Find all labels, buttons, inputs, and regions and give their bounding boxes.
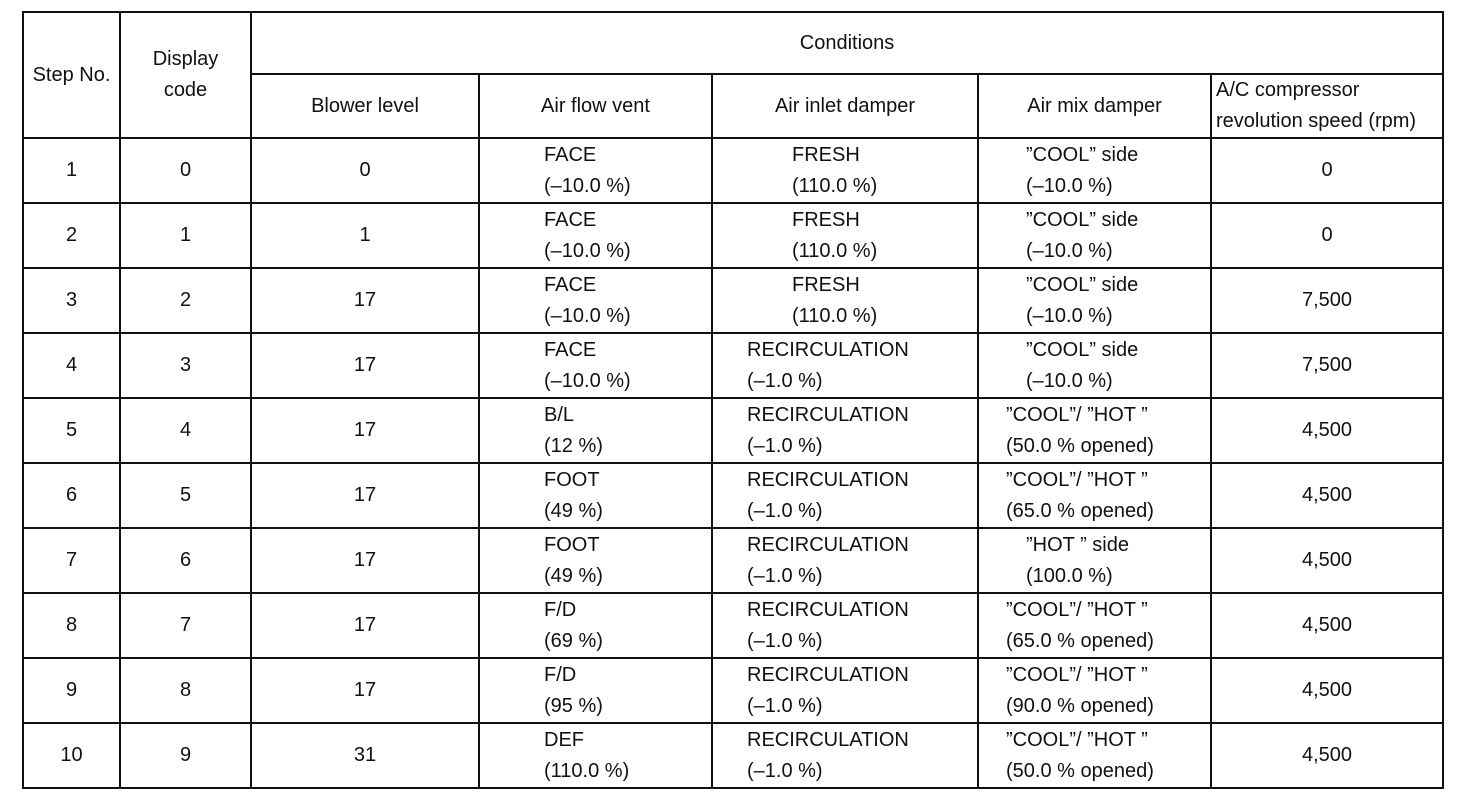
cell-air-inlet-damper-line2: (110.0 %) — [792, 304, 878, 327]
header-air-mix-damper: Air mix damper — [978, 74, 1211, 138]
cell-air-mix-damper-line1: ”HOT ” side — [1026, 533, 1129, 556]
cell-blower-level: 17 — [251, 528, 479, 593]
header-air-flow-vent: Air flow vent — [479, 74, 712, 138]
cell-blower-level: 17 — [251, 463, 479, 528]
cell-air-flow-vent-line1: FACE — [544, 273, 597, 296]
cell-compressor-speed: 7,500 — [1211, 333, 1443, 398]
cell-air-mix-damper — [978, 138, 1211, 203]
cell-air-mix-damper-line2: (–10.0 %) — [1026, 174, 1113, 197]
cell-air-inlet-damper — [712, 333, 978, 398]
cell-air-inlet-damper-line2: (–1.0 %) — [747, 759, 823, 782]
cell-step-no: 7 — [23, 528, 120, 593]
cell-air-mix-damper — [978, 398, 1211, 463]
cell-air-inlet-damper-line2: (–1.0 %) — [747, 694, 823, 717]
header-display-code-label: Display code — [152, 48, 219, 101]
cell-blower-level: 17 — [251, 333, 479, 398]
cell-air-mix-damper — [978, 203, 1211, 268]
table-row — [23, 268, 1443, 333]
cell-air-inlet-damper-line1: RECIRCULATION — [747, 598, 909, 621]
cell-air-mix-damper — [978, 463, 1211, 528]
cell-air-flow-vent-line1: FACE — [544, 338, 597, 361]
cell-display-code: 2 — [120, 268, 251, 333]
cell-display-code: 7 — [120, 593, 251, 658]
header-compressor-speed — [1211, 74, 1443, 138]
cell-display-code: 9 — [120, 723, 251, 788]
cell-air-mix-damper-line1: ”COOL” side — [1026, 338, 1139, 361]
cell-air-mix-damper-line1: ”COOL”/ ”HOT ” — [1006, 598, 1148, 621]
cell-air-flow-vent-line1: FACE — [544, 208, 597, 231]
cell-air-flow-vent-line2: (12 %) — [544, 434, 603, 457]
cell-compressor-speed: 4,500 — [1211, 593, 1443, 658]
cell-display-code: 4 — [120, 398, 251, 463]
cell-air-mix-damper — [978, 528, 1211, 593]
cell-air-flow-vent — [479, 138, 712, 203]
cell-blower-level: 1 — [251, 203, 479, 268]
cell-air-flow-vent — [479, 463, 712, 528]
cell-compressor-speed: 0 — [1211, 138, 1443, 203]
cell-step-no: 10 — [23, 723, 120, 788]
cell-air-mix-damper — [978, 723, 1211, 788]
cell-air-inlet-damper — [712, 463, 978, 528]
cell-air-flow-vent-line2: (–10.0 %) — [544, 239, 631, 262]
cell-air-inlet-damper — [712, 268, 978, 333]
cell-air-mix-damper-line1: ”COOL” side — [1026, 208, 1139, 231]
cell-air-flow-vent-line1: DEF — [544, 728, 584, 751]
table-row — [23, 463, 1443, 528]
cell-air-inlet-damper — [712, 723, 978, 788]
cell-air-mix-damper-line2: (65.0 % opened) — [1006, 499, 1154, 522]
cell-air-flow-vent — [479, 528, 712, 593]
cell-step-no: 2 — [23, 203, 120, 268]
cell-air-mix-damper-line2: (100.0 %) — [1026, 564, 1113, 587]
cell-air-flow-vent — [479, 398, 712, 463]
cell-compressor-speed: 4,500 — [1211, 658, 1443, 723]
cell-air-inlet-damper-line2: (110.0 %) — [792, 239, 878, 262]
cell-air-flow-vent — [479, 203, 712, 268]
cell-air-mix-damper-line1: ”COOL”/ ”HOT ” — [1006, 663, 1148, 686]
cell-air-flow-vent-line2: (49 %) — [544, 564, 603, 587]
cell-air-inlet-damper-line1: RECIRCULATION — [747, 663, 909, 686]
table-row — [23, 138, 1443, 203]
table-row — [23, 203, 1443, 268]
cell-air-inlet-damper — [712, 398, 978, 463]
cell-air-flow-vent-line2: (–10.0 %) — [544, 369, 631, 392]
cell-air-inlet-damper — [712, 203, 978, 268]
cell-air-mix-damper-line1: ”COOL”/ ”HOT ” — [1006, 468, 1148, 491]
cell-air-mix-damper-line1: ”COOL”/ ”HOT ” — [1006, 728, 1148, 751]
cell-step-no: 8 — [23, 593, 120, 658]
header-step-no: Step No. — [23, 12, 120, 138]
cell-air-inlet-damper-line2: (–1.0 %) — [747, 564, 823, 587]
cell-air-mix-damper-line2: (65.0 % opened) — [1006, 629, 1154, 652]
cell-air-inlet-damper-line2: (–1.0 %) — [747, 369, 823, 392]
cell-air-inlet-damper-line2: (110.0 %) — [792, 174, 878, 197]
cell-air-inlet-damper — [712, 138, 978, 203]
cell-air-flow-vent-line1: B/L — [544, 403, 575, 426]
cell-air-flow-vent — [479, 593, 712, 658]
cell-air-mix-damper-line2: (90.0 % opened) — [1006, 694, 1154, 717]
cell-air-mix-damper — [978, 593, 1211, 658]
cell-air-flow-vent-line2: (–10.0 %) — [544, 304, 631, 327]
cell-air-flow-vent-line2: (–10.0 %) — [544, 174, 631, 197]
cell-compressor-speed: 4,500 — [1211, 398, 1443, 463]
header-conditions: Conditions — [251, 12, 1443, 74]
cell-air-mix-damper-line1: ”COOL” side — [1026, 143, 1139, 166]
cell-blower-level: 31 — [251, 723, 479, 788]
cell-display-code: 1 — [120, 203, 251, 268]
cell-blower-level: 17 — [251, 658, 479, 723]
cell-air-mix-damper-line2: (50.0 % opened) — [1006, 434, 1154, 457]
cell-air-mix-damper-line2: (50.0 % opened) — [1006, 759, 1154, 782]
cell-step-no: 4 — [23, 333, 120, 398]
cell-air-mix-damper-line1: ”COOL” side — [1026, 273, 1139, 296]
cell-air-mix-damper — [978, 658, 1211, 723]
cell-air-inlet-damper — [712, 593, 978, 658]
cell-air-inlet-damper-line2: (–1.0 %) — [747, 499, 823, 522]
cell-air-mix-damper-line2: (–10.0 %) — [1026, 369, 1113, 392]
cell-air-inlet-damper — [712, 528, 978, 593]
table-row — [23, 658, 1443, 723]
cell-step-no: 5 — [23, 398, 120, 463]
header-blower-level: Blower level — [251, 74, 479, 138]
cell-air-mix-damper-line2: (–10.0 %) — [1026, 239, 1113, 262]
cell-display-code: 3 — [120, 333, 251, 398]
cell-compressor-speed: 0 — [1211, 203, 1443, 268]
header-air-inlet-damper: Air inlet damper — [712, 74, 978, 138]
cell-air-flow-vent-line1: FOOT — [544, 533, 600, 556]
table-row — [23, 398, 1443, 463]
table-row — [23, 723, 1443, 788]
cell-blower-level: 17 — [251, 593, 479, 658]
cell-blower-level: 17 — [251, 398, 479, 463]
cell-step-no: 6 — [23, 463, 120, 528]
cell-compressor-speed: 4,500 — [1211, 463, 1443, 528]
cell-air-flow-vent — [479, 268, 712, 333]
cell-air-flow-vent — [479, 333, 712, 398]
cell-air-inlet-damper-line1: FRESH — [792, 273, 860, 296]
cell-blower-level: 17 — [251, 268, 479, 333]
cell-compressor-speed: 7,500 — [1211, 268, 1443, 333]
cell-air-inlet-damper — [712, 658, 978, 723]
cell-air-flow-vent-line1: F/D — [544, 598, 577, 621]
header-compressor-line2: revolution speed (rpm) — [1216, 110, 1417, 132]
cell-air-inlet-damper-line1: FRESH — [792, 143, 860, 166]
cell-air-flow-vent-line2: (110.0 %) — [544, 759, 630, 782]
cell-air-flow-vent-line2: (49 %) — [544, 499, 603, 522]
table-row — [23, 333, 1443, 398]
cell-display-code: 6 — [120, 528, 251, 593]
cell-air-inlet-damper-line1: RECIRCULATION — [747, 728, 909, 751]
cell-step-no: 3 — [23, 268, 120, 333]
cell-display-code: 8 — [120, 658, 251, 723]
cell-air-mix-damper-line2: (–10.0 %) — [1026, 304, 1113, 327]
conditions-table — [22, 11, 1444, 789]
cell-air-flow-vent — [479, 723, 712, 788]
cell-step-no: 1 — [23, 138, 120, 203]
cell-air-inlet-damper-line1: RECIRCULATION — [747, 533, 909, 556]
cell-air-inlet-damper-line2: (–1.0 %) — [747, 629, 823, 652]
cell-step-no: 9 — [23, 658, 120, 723]
cell-air-inlet-damper-line1: RECIRCULATION — [747, 338, 909, 361]
cell-air-flow-vent — [479, 658, 712, 723]
cell-air-flow-vent-line2: (95 %) — [544, 694, 603, 717]
cell-display-code: 5 — [120, 463, 251, 528]
cell-air-flow-vent-line1: F/D — [544, 663, 577, 686]
cell-air-flow-vent-line1: FOOT — [544, 468, 600, 491]
header-compressor-line1: A/C compressor — [1216, 79, 1360, 101]
table-body — [23, 138, 1443, 788]
cell-compressor-speed: 4,500 — [1211, 528, 1443, 593]
cell-blower-level: 0 — [251, 138, 479, 203]
cell-air-mix-damper — [978, 333, 1211, 398]
cell-air-inlet-damper-line2: (–1.0 %) — [747, 434, 823, 457]
table-row — [23, 528, 1443, 593]
cell-compressor-speed: 4,500 — [1211, 723, 1443, 788]
header-display-code — [120, 12, 251, 138]
cell-air-inlet-damper-line1: RECIRCULATION — [747, 468, 909, 491]
cell-air-mix-damper — [978, 268, 1211, 333]
table-row — [23, 593, 1443, 658]
cell-air-inlet-damper-line1: FRESH — [792, 208, 860, 231]
cell-air-inlet-damper-line1: RECIRCULATION — [747, 403, 909, 426]
cell-air-flow-vent-line1: FACE — [544, 143, 597, 166]
cell-air-mix-damper-line1: ”COOL”/ ”HOT ” — [1006, 403, 1148, 426]
cell-air-flow-vent-line2: (69 %) — [544, 629, 603, 652]
cell-display-code: 0 — [120, 138, 251, 203]
